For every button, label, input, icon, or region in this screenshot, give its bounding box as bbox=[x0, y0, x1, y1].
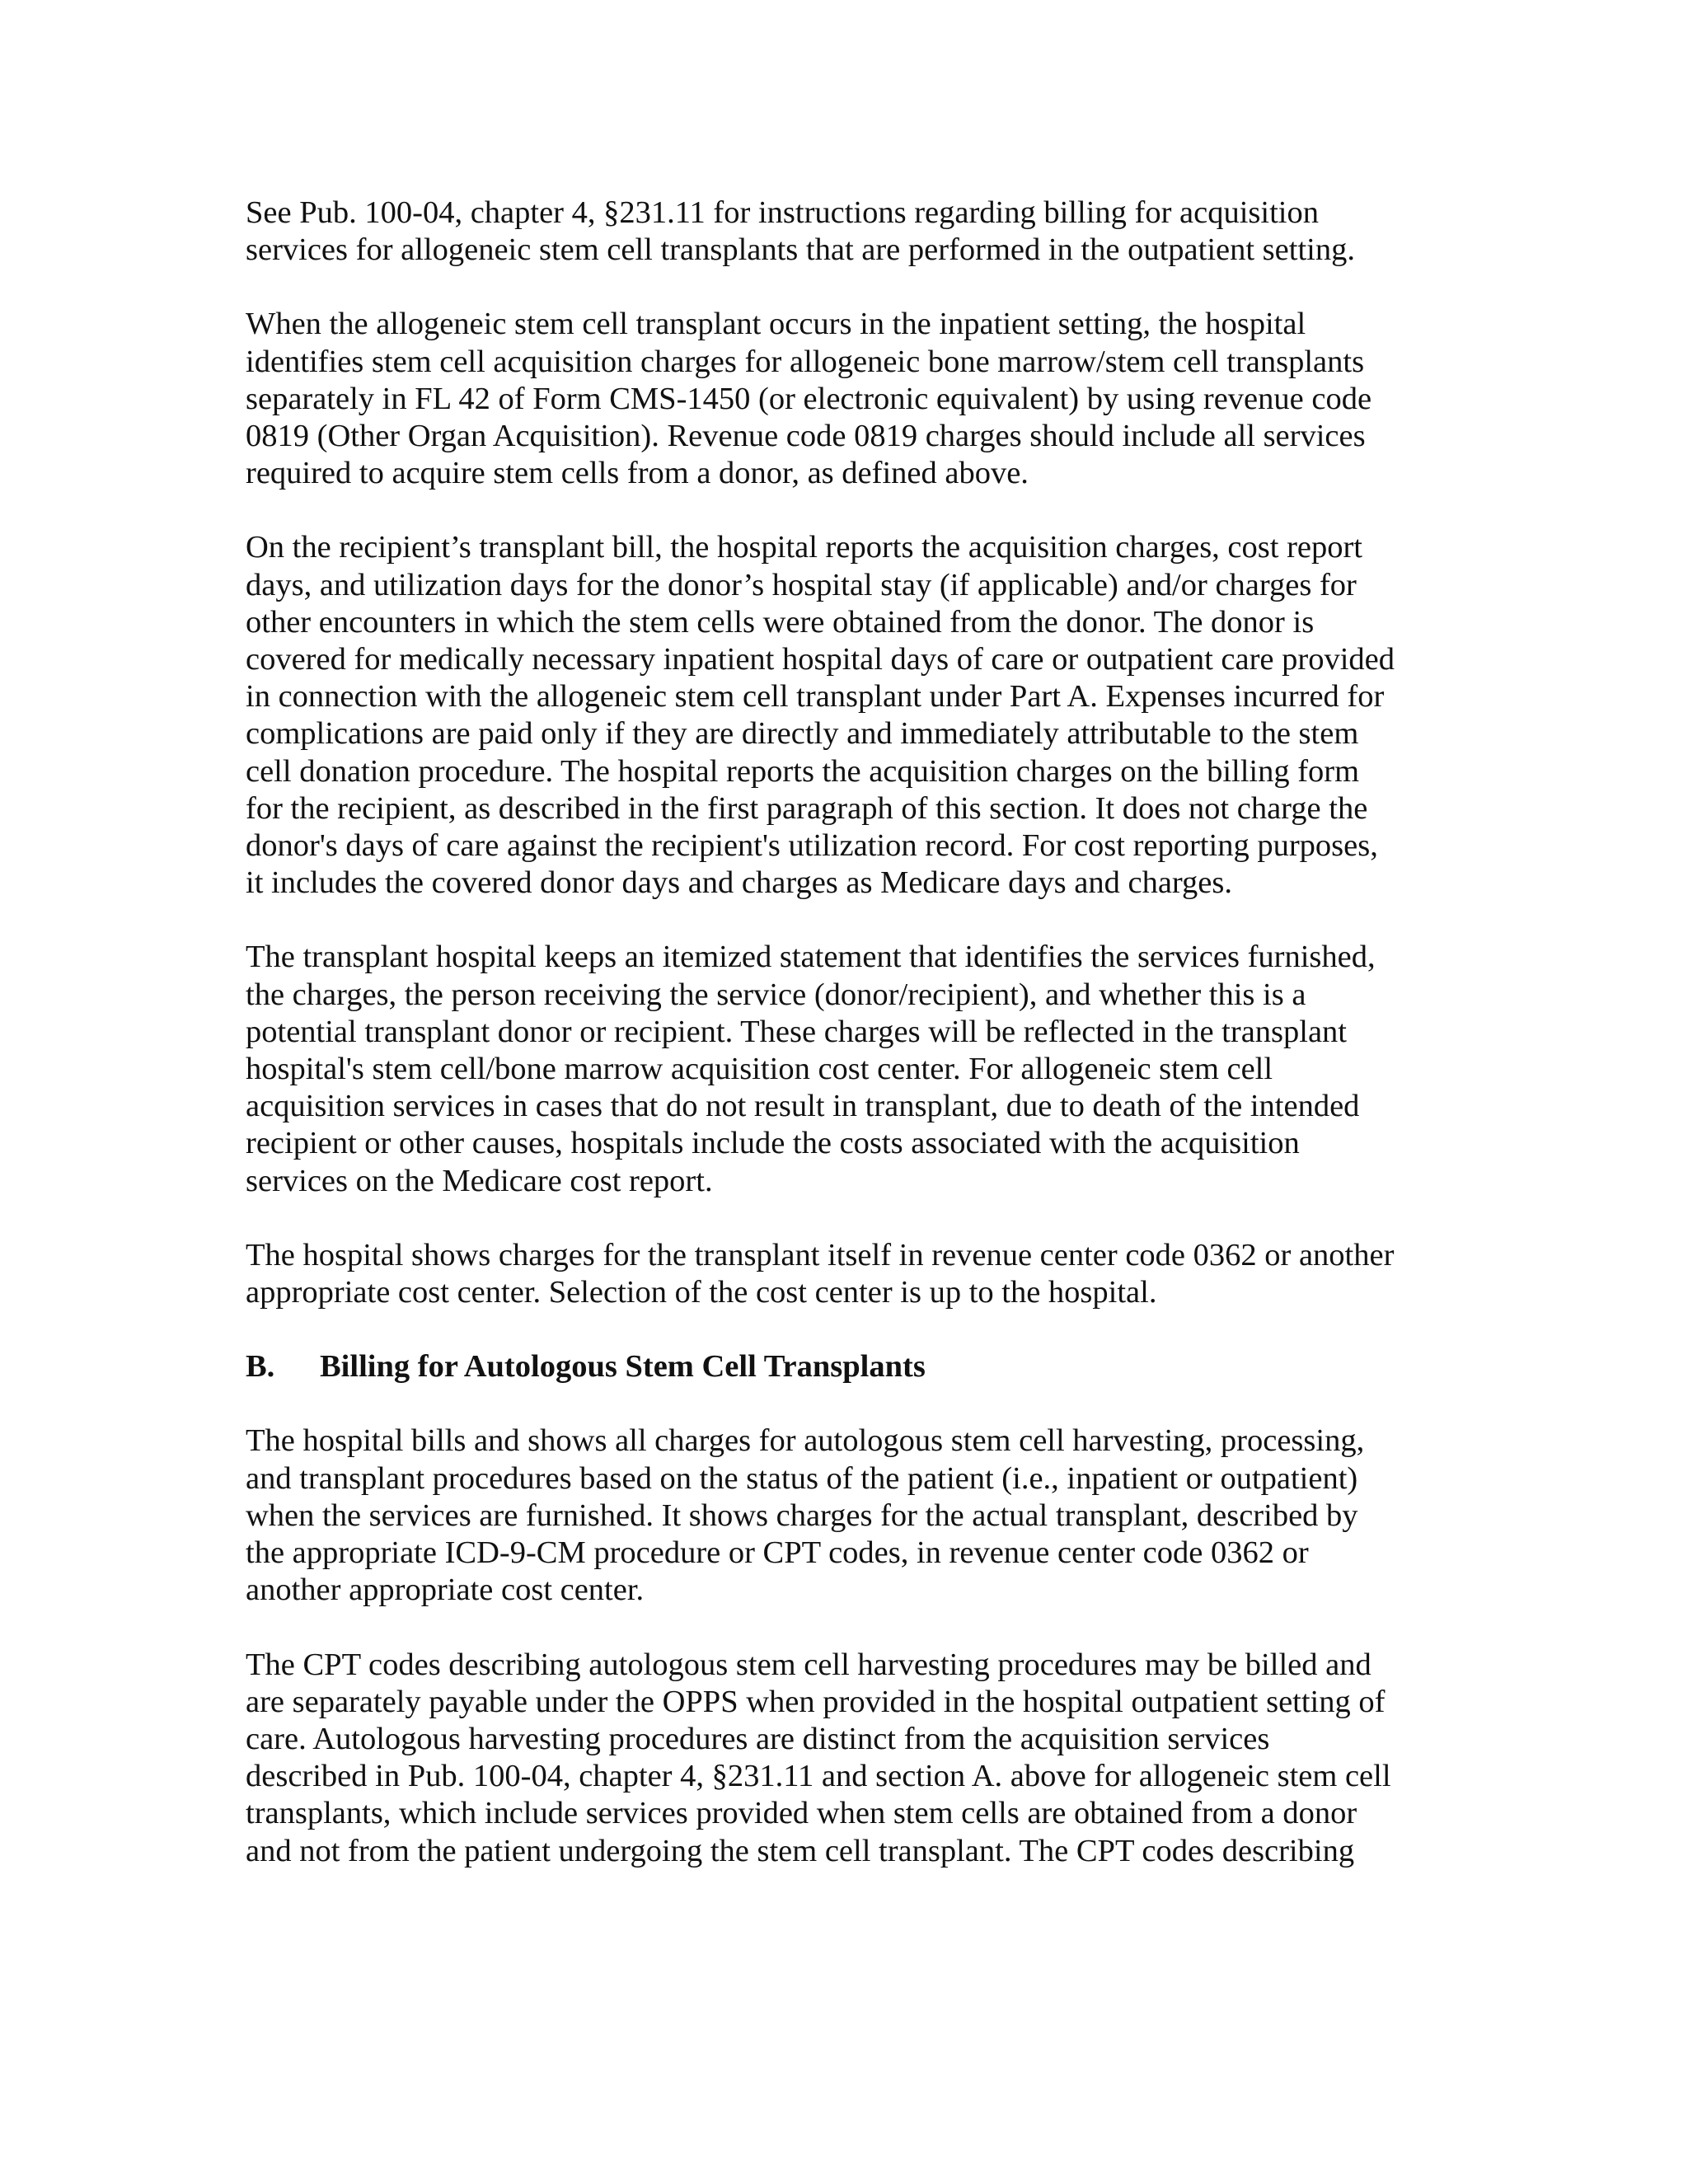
text-line: potential transplant donor or recipient. These charges will be reflected in the transplant bbox=[246, 1014, 1347, 1049]
text-line: The transplant hospital keeps an itemized statement that identifies the services furnished, bbox=[246, 940, 1376, 975]
text-line: and transplant procedures based on the status of the patient (i.e., inpatient or outpatient) bbox=[246, 1460, 1358, 1496]
paragraph-acquisition-billing-reference bbox=[246, 194, 1457, 269]
text-line: identifies stem cell acquisition charges for allogeneic bone marrow/stem cell transplants bbox=[246, 344, 1365, 379]
paragraph-autologous-charges bbox=[246, 1422, 1457, 1609]
text-line: are separately payable under the OPPS when provided in the hospital outpatient setting of bbox=[246, 1684, 1386, 1719]
text-line: cell donation procedure. The hospital reports the acquisition charges on the billing form bbox=[246, 753, 1360, 789]
text-line: and not from the patient undergoing the stem cell transplant. The CPT codes describing bbox=[246, 1833, 1355, 1868]
text-line: described in Pub. 100-04, chapter 4, §231.11 and section A. above for allogeneic stem cell bbox=[246, 1759, 1391, 1794]
document-page bbox=[246, 194, 1457, 1907]
text-line: the charges, the person receiving the service (donor/recipient), and whether this is a bbox=[246, 977, 1306, 1012]
text-line: required to acquire stem cells from a donor, as defined above. bbox=[246, 456, 1029, 491]
text-line: 0819 (Other Organ Acquisition). Revenue code 0819 charges should include all services bbox=[246, 419, 1366, 454]
text-line: the appropriate ICD-9-CM procedure or CPT codes, in revenue center code 0362 or bbox=[246, 1535, 1309, 1571]
text-line: other encounters in which the stem cells were obtained from the donor. The donor is bbox=[246, 604, 1315, 640]
text-line: See Pub. 100-04, chapter 4, §231.11 for instructions regarding billing for acquisition bbox=[246, 195, 1319, 230]
text-line: covered for medically necessary inpatient hospital days of care or outpatient care provided bbox=[246, 642, 1395, 677]
text-line: The hospital shows charges for the transplant itself in revenue center code 0362 or another bbox=[246, 1237, 1395, 1272]
text-line: it includes the covered donor days and charges as Medicare days and charges. bbox=[246, 865, 1232, 901]
text-line: When the allogeneic stem cell transplant occurs in the inpatient setting, the hospital bbox=[246, 307, 1306, 342]
text-line: The hospital bills and shows all charges for autologous stem cell harvesting, processing, bbox=[246, 1423, 1365, 1459]
paragraph-inpatient-allogeneic bbox=[246, 306, 1457, 492]
text-line: care. Autologous harvesting procedures are distinct from the acquisition services bbox=[246, 1721, 1270, 1756]
text-line: acquisition services in cases that do not result in transplant, due to death of the intended bbox=[246, 1089, 1360, 1124]
text-line: for the recipient, as described in the first paragraph of this section. It does not charge the bbox=[246, 790, 1368, 826]
text-line: appropriate cost center. Selection of the cost center is up to the hospital. bbox=[246, 1275, 1157, 1310]
section-heading-b bbox=[246, 1348, 1457, 1385]
paragraph-recipient-bill bbox=[246, 529, 1457, 902]
text-line: separately in FL 42 of Form CMS-1450 (or electronic equivalent) by using revenue code bbox=[246, 381, 1372, 416]
text-line: complications are paid only if they are directly and immediately attributable to the stem bbox=[246, 716, 1359, 752]
text-line: services for allogeneic stem cell transplants that are performed in the outpatient setting. bbox=[246, 232, 1355, 268]
section-letter: B. bbox=[246, 1349, 275, 1385]
text-line: recipient or other causes, hospitals include the costs associated with the acquisition bbox=[246, 1126, 1300, 1161]
paragraph-transplant-charges bbox=[246, 1237, 1457, 1311]
text-line: another appropriate cost center. bbox=[246, 1572, 645, 1608]
text-line: when the services are furnished. It shows charges for the actual transplant, described by bbox=[246, 1497, 1358, 1533]
text-line: in connection with the allogeneic stem cell transplant under Part A. Expenses incurred for bbox=[246, 679, 1385, 715]
paragraph-cpt-harvesting bbox=[246, 1647, 1457, 1870]
text-line: days, and utilization days for the donor’s hospital stay (if applicable) and/or charges for bbox=[246, 567, 1357, 602]
text-line: transplants, which include services provided when stem cells are obtained from a donor bbox=[246, 1796, 1357, 1831]
paragraph-itemized-statement bbox=[246, 939, 1457, 1199]
text-line: services on the Medicare cost report. bbox=[246, 1163, 713, 1198]
text-line: On the recipient’s transplant bill, the hospital reports the acquisition charges, cost report bbox=[246, 530, 1363, 565]
section-title: Billing for Autologous Stem Cell Transplants bbox=[320, 1349, 926, 1385]
text-line: hospital's stem cell/bone marrow acquisition cost center. For allogeneic stem cell bbox=[246, 1052, 1273, 1087]
text-line: The CPT codes describing autologous stem cell harvesting procedures may be billed and bbox=[246, 1647, 1372, 1682]
text-line: donor's days of care against the recipient's utilization record. For cost reporting purposes, bbox=[246, 828, 1378, 864]
